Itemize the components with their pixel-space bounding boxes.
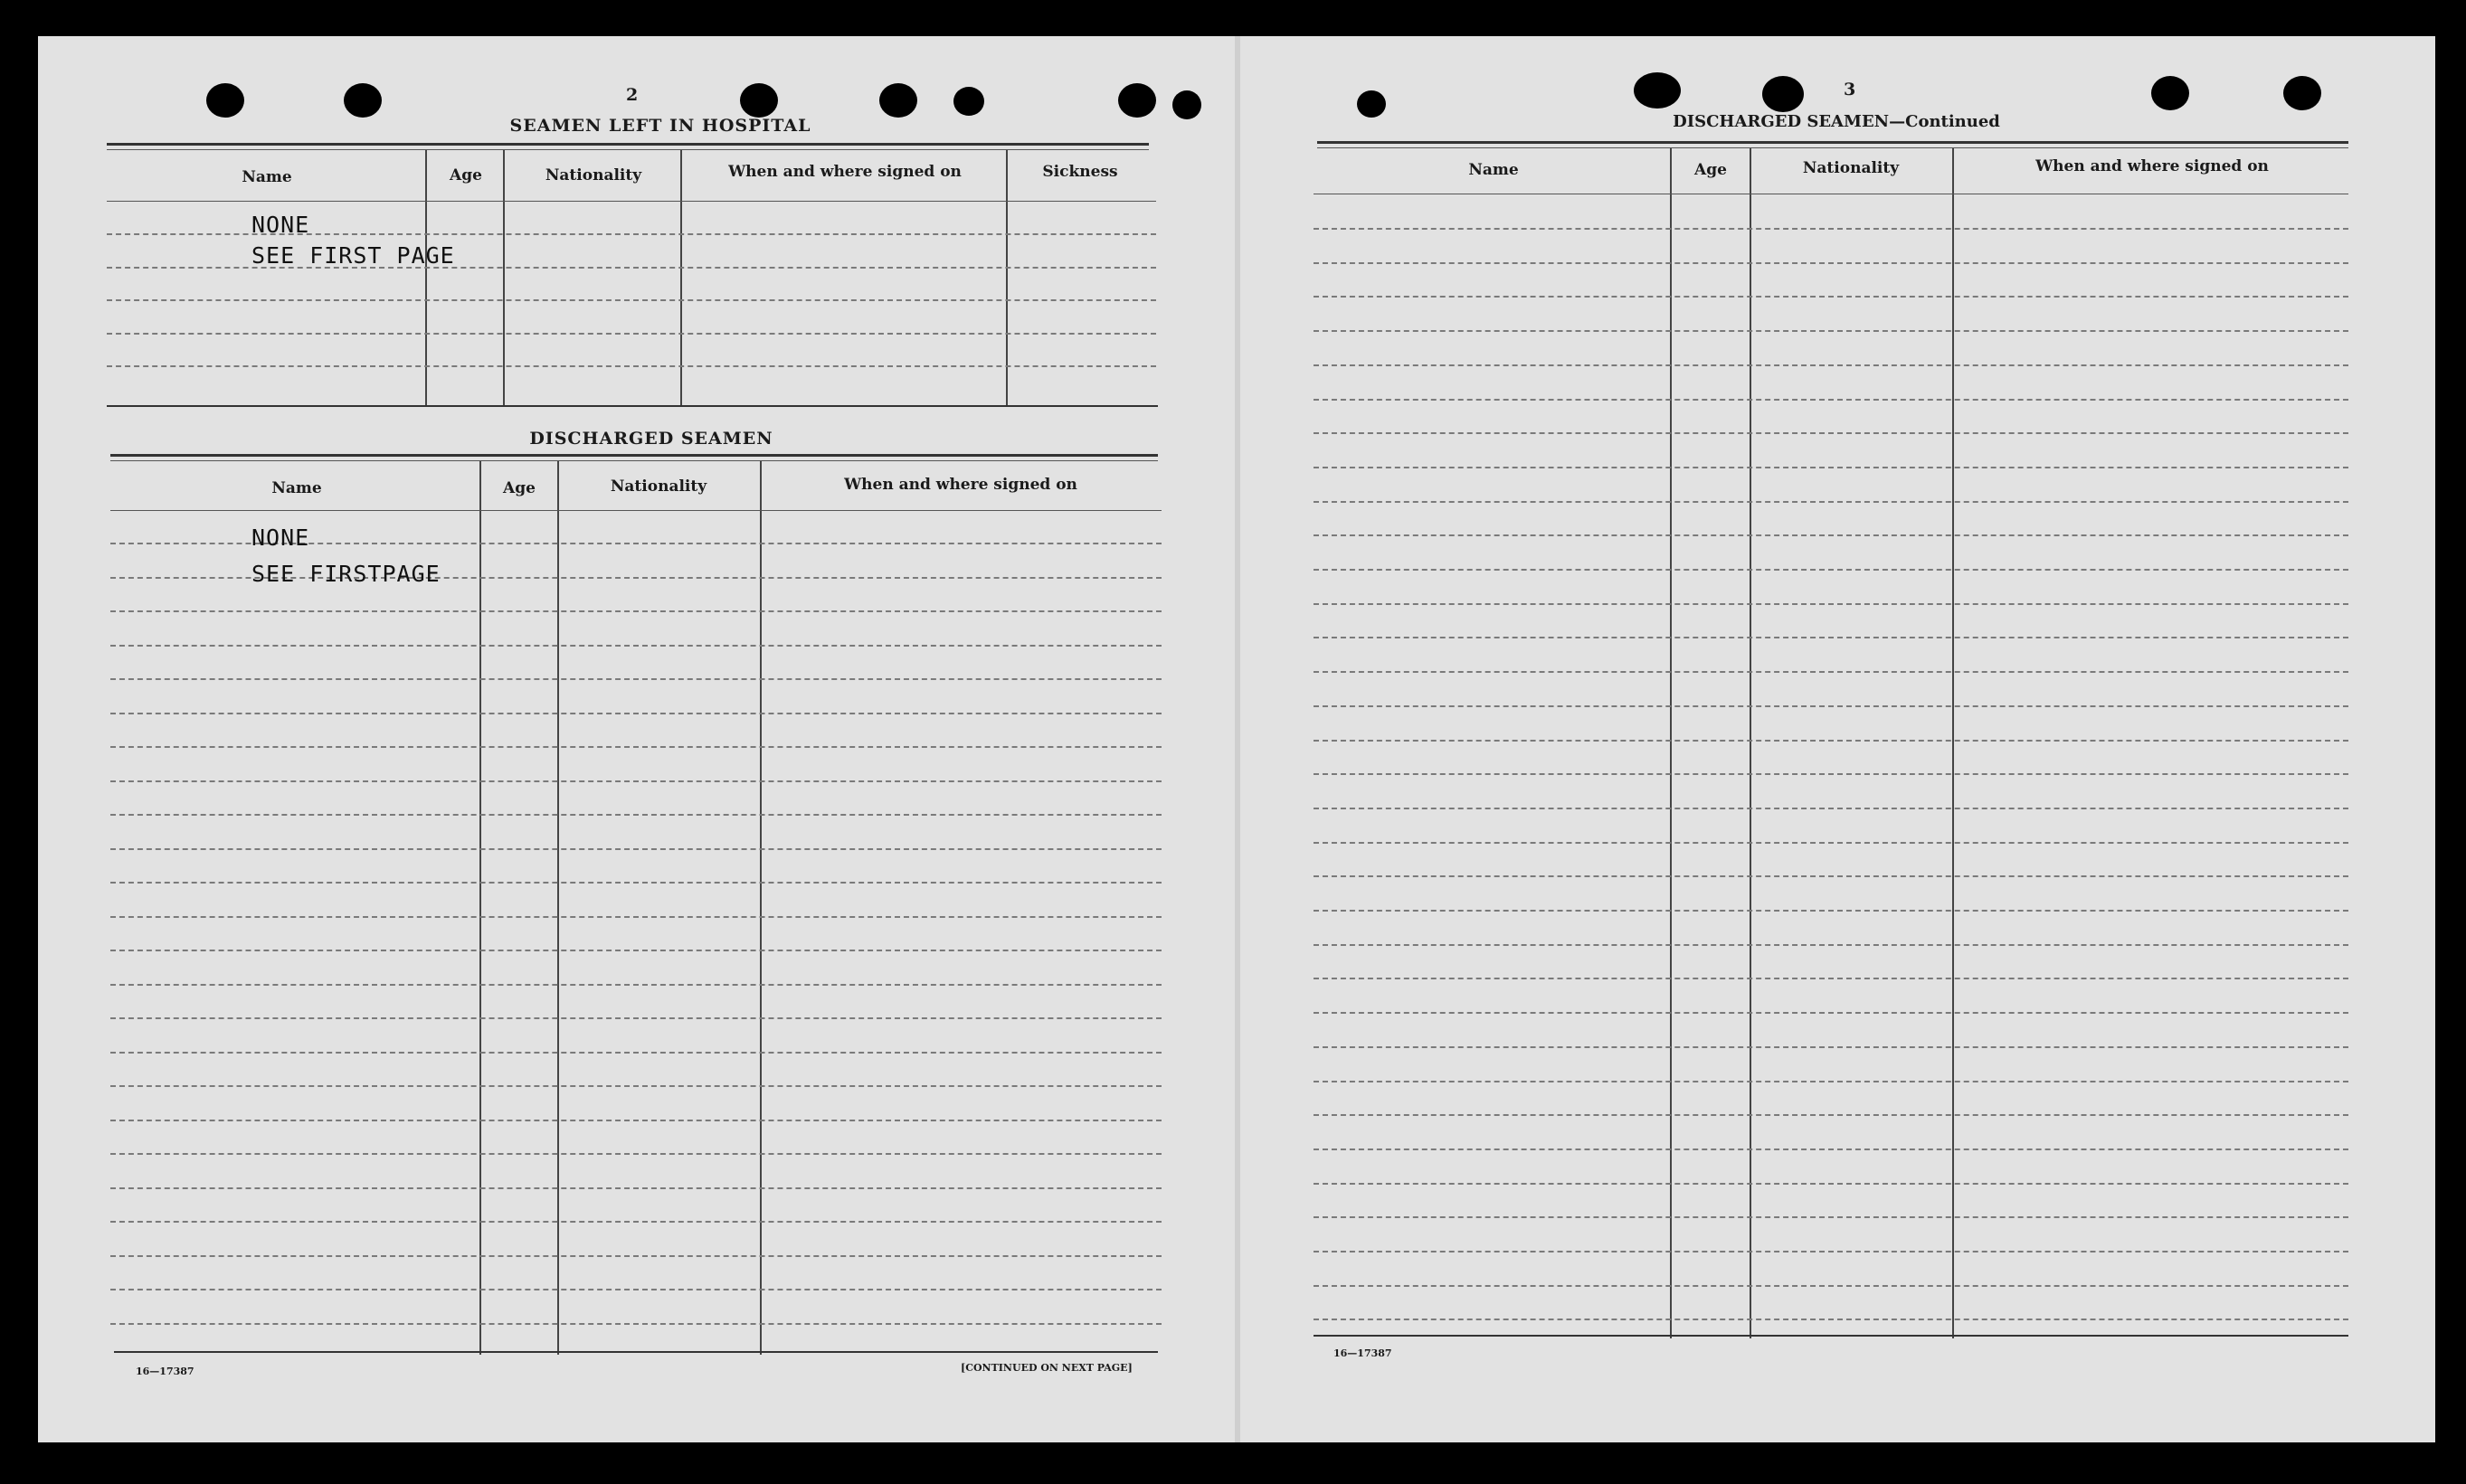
ruled-line bbox=[110, 1017, 1162, 1019]
column-header-sickness: Sickness bbox=[1042, 163, 1118, 181]
ruled-line bbox=[1314, 364, 2348, 366]
header-rule bbox=[110, 454, 1158, 457]
ruled-line bbox=[110, 780, 1162, 782]
page-number: 3 bbox=[1844, 80, 1856, 99]
column-header-signed-on: When and where signed on bbox=[2035, 157, 2269, 175]
hospital-entry-none: NONE bbox=[251, 212, 310, 238]
ruled-line bbox=[1314, 330, 2348, 332]
hospital-section-title: SEAMEN LEFT IN HOSPITAL bbox=[509, 116, 811, 136]
ruled-line bbox=[110, 1221, 1162, 1223]
hospital-entry-see-first-page: SEE FIRST PAGE bbox=[251, 242, 455, 269]
ruled-line bbox=[1314, 1183, 2348, 1185]
column-header-signed-on: When and where signed on bbox=[844, 476, 1077, 494]
ruled-line bbox=[1314, 671, 2348, 673]
punch-hole bbox=[740, 83, 778, 118]
ruled-line bbox=[1314, 1319, 2348, 1320]
ruled-line bbox=[110, 610, 1162, 612]
page-number: 2 bbox=[626, 85, 639, 105]
ruled-line bbox=[1314, 501, 2348, 503]
page-fold bbox=[1235, 36, 1240, 1442]
ruled-line bbox=[110, 1120, 1162, 1121]
ruled-line bbox=[110, 1255, 1162, 1257]
punch-hole bbox=[206, 83, 244, 118]
ruled-line bbox=[1314, 773, 2348, 775]
punch-hole bbox=[953, 87, 984, 116]
ruled-line bbox=[1314, 432, 2348, 434]
ruled-line bbox=[1314, 1251, 2348, 1252]
header-rule bbox=[1317, 141, 2348, 144]
column-header-nationality: Nationality bbox=[545, 166, 642, 184]
ruled-line bbox=[110, 848, 1162, 850]
form-number: 16—17387 bbox=[1333, 1347, 1392, 1359]
ruled-line bbox=[107, 299, 1156, 301]
ruled-line bbox=[1314, 603, 2348, 605]
continued-note: [CONTINUED ON NEXT PAGE] bbox=[961, 1362, 1133, 1374]
punch-hole bbox=[879, 83, 917, 118]
ruled-line bbox=[1314, 944, 2348, 946]
ruled-line bbox=[110, 1187, 1162, 1189]
header-rule bbox=[110, 460, 1158, 461]
column-divider bbox=[1670, 148, 1672, 1338]
column-divider bbox=[1750, 148, 1751, 1338]
table-bottom-rule bbox=[114, 1351, 1158, 1353]
ruled-line bbox=[110, 984, 1162, 986]
discharged-section-title: DISCHARGED SEAMEN bbox=[529, 429, 773, 449]
ruled-line bbox=[1314, 910, 2348, 912]
ruled-line bbox=[1314, 1081, 2348, 1082]
ruled-line bbox=[1314, 808, 2348, 809]
column-header-name: Name bbox=[1468, 161, 1519, 179]
column-header-nationality: Nationality bbox=[610, 477, 707, 496]
ruled-line bbox=[1314, 1114, 2348, 1116]
ruled-line bbox=[107, 333, 1156, 335]
punch-hole bbox=[344, 83, 382, 118]
punch-hole bbox=[1118, 83, 1156, 118]
ruled-line bbox=[1314, 978, 2348, 979]
punch-hole bbox=[2283, 76, 2321, 110]
punch-hole bbox=[1762, 76, 1804, 112]
ruled-line bbox=[110, 645, 1162, 647]
column-divider bbox=[1006, 150, 1008, 407]
ruled-line bbox=[1314, 1046, 2348, 1048]
table-bottom-rule bbox=[1314, 1335, 2348, 1337]
ruled-line bbox=[1314, 534, 2348, 536]
header-bottom-rule bbox=[110, 510, 1162, 511]
column-header-signed-on: When and where signed on bbox=[728, 163, 962, 181]
ruled-line bbox=[1314, 740, 2348, 742]
header-rule bbox=[107, 149, 1149, 150]
ruled-line bbox=[1314, 1285, 2348, 1287]
header-bottom-rule bbox=[107, 201, 1156, 202]
form-number: 16—17387 bbox=[136, 1366, 194, 1377]
discharged-continued-title: DISCHARGED SEAMEN—Continued bbox=[1673, 112, 2000, 131]
punch-hole bbox=[2151, 76, 2189, 110]
ruled-line bbox=[1314, 705, 2348, 707]
ruled-line bbox=[110, 678, 1162, 680]
ruled-line bbox=[1314, 399, 2348, 401]
ruled-line bbox=[1314, 637, 2348, 638]
ruled-line bbox=[1314, 1216, 2348, 1218]
ruled-line bbox=[107, 365, 1156, 367]
column-header-name: Name bbox=[242, 168, 292, 186]
header-rule bbox=[107, 143, 1149, 146]
ruled-line bbox=[110, 1323, 1162, 1325]
column-header-name: Name bbox=[271, 479, 322, 497]
ruled-line bbox=[110, 1085, 1162, 1087]
column-header-age: Age bbox=[1694, 161, 1727, 179]
column-header-nationality: Nationality bbox=[1802, 159, 1900, 177]
ruled-line bbox=[1314, 875, 2348, 877]
ruled-line bbox=[1314, 467, 2348, 468]
ruled-line bbox=[1314, 569, 2348, 571]
column-divider bbox=[680, 150, 682, 407]
ruled-line bbox=[110, 1153, 1162, 1155]
column-divider bbox=[503, 150, 505, 407]
discharged-entry-none: NONE bbox=[251, 525, 310, 551]
ruled-line bbox=[110, 814, 1162, 816]
punch-hole bbox=[1634, 72, 1681, 109]
ruled-line bbox=[1314, 842, 2348, 844]
column-divider bbox=[1952, 148, 1954, 1338]
header-rule bbox=[1317, 147, 2348, 148]
discharged-entry-see-first-page: SEE FIRSTPAGE bbox=[251, 561, 441, 587]
ruled-line bbox=[110, 713, 1162, 714]
punch-hole bbox=[1172, 90, 1201, 119]
ruled-line bbox=[1314, 228, 2348, 230]
ruled-line bbox=[110, 882, 1162, 884]
ruled-line bbox=[110, 1289, 1162, 1290]
column-header-age: Age bbox=[503, 479, 536, 497]
ruled-line bbox=[110, 1052, 1162, 1054]
column-divider bbox=[425, 150, 427, 407]
section-bottom-rule bbox=[107, 405, 1158, 407]
punch-hole bbox=[1357, 90, 1386, 118]
ruled-line bbox=[1314, 1012, 2348, 1014]
ruled-line bbox=[1314, 296, 2348, 298]
ruled-line bbox=[1314, 262, 2348, 264]
ruled-line bbox=[110, 950, 1162, 951]
ruled-line bbox=[110, 746, 1162, 748]
column-header-age: Age bbox=[450, 166, 482, 184]
ruled-line bbox=[1314, 1148, 2348, 1150]
ruled-line bbox=[110, 916, 1162, 918]
